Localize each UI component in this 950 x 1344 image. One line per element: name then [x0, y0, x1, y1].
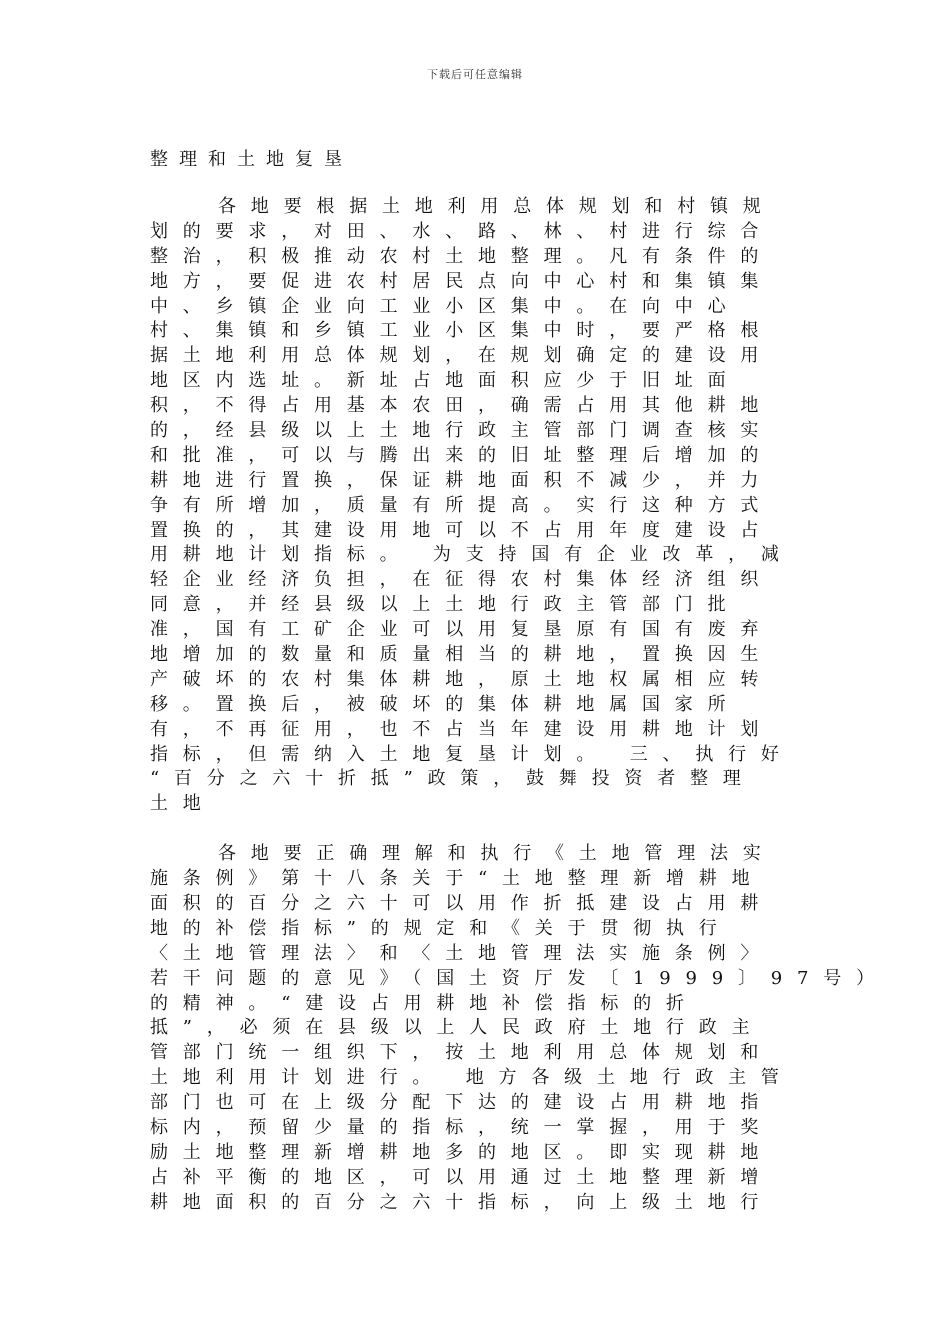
text-line: 地方，要促进农村居民点向中心村和集镇集 [150, 270, 774, 292]
text-line: 部门也可在上级分配下达的建设占用耕地指 [150, 1092, 774, 1114]
section-title: 整理和土地复垦 [150, 149, 353, 170]
text-line: 耕地面积的百分之六十指标，向上级土地行 [150, 1191, 774, 1213]
body-text [150, 195, 889, 1216]
text-line: 和批准，可以与腾出来的旧址整理后增加的 [150, 444, 774, 466]
text-line: 据土地利用总体规划，在规划确定的建设用 [150, 345, 774, 367]
text-line: 准，国有工矿企业可以用复垦原有国有废弃 [150, 619, 774, 641]
text-line: 同意，并经县级以上土地行政主管部门批 [150, 594, 741, 616]
text-line: 用耕地计划指标。 为支持国有企业改革，减 [150, 544, 794, 566]
text-line: 各地要正确理解和执行《土地管理法实 [218, 843, 776, 865]
text-line: 标内，预留少量的指标，统一掌握，用于奖 [150, 1116, 774, 1138]
text-line: 占补平衡的地区，可以用通过土地整理新增 [150, 1166, 774, 1188]
text-line: 土地利用计划进行。 地方各级土地行政主管 [150, 1067, 794, 1089]
text-line: 积，不得占用基本农田，确需占用其他耕地 [150, 395, 774, 417]
text-line: 管部门统一组织下，按土地利用总体规划和 [150, 1042, 774, 1064]
text-line [150, 817, 810, 842]
text-line: 土地 [150, 793, 216, 815]
text-line: 施条例》第十八条关于“土地整理新增耕地 [150, 868, 765, 890]
text-line: 耕地进行置换，保证耕地面积不减少，并力 [150, 469, 774, 491]
header-note: 下载后可任意编辑 [427, 68, 523, 81]
text-line: 面积的百分之六十可以用作折抵建设占用耕 [150, 892, 774, 914]
text-line: 若干问题的意见》（国土资厅发〔1999〕97号） [150, 967, 889, 989]
text-line: 〈土地管理法〉和〈土地管理法实施条例〉 [150, 942, 774, 964]
text-line: 抵”，必须在县级以上人民政府土地行政主 [150, 1017, 765, 1039]
text-line: 整治，积极推动农村土地整理。凡有条件的 [150, 245, 774, 267]
text-line: 地增加的数量和质量相当的耕地，置换因生 [150, 644, 774, 666]
text-line: “百分之六十折抵”政策，鼓舞投资者整理 [150, 768, 756, 790]
text-line: 产破坏的农村集体耕地，原土地权属相应转 [150, 668, 774, 690]
text-line: 中、乡镇企业向工业小区集中。在向中心 [150, 295, 741, 317]
text-line: 各地要根据土地利用总体规划和村镇规 [218, 196, 776, 217]
text-line: 划的要求，对田、水、路、林、村进行综合 [150, 220, 774, 242]
text-line: 争有所增加，质量有所提高。实行这种方式 [150, 494, 774, 516]
text-line: 有，不再征用，也不占当年建设用耕地计划 [150, 718, 774, 740]
text-line: 的精神。“建设占用耕地补偿指标的折 [150, 992, 699, 1014]
text-line: 地区内选址。新址占地面积应少于旧址面 [150, 370, 741, 392]
text-line: 村、集镇和乡镇工业小区集中时，要严格根 [150, 320, 774, 342]
text-line: 励土地整理新增耕地多的地区。即实现耕地 [150, 1141, 774, 1163]
text-line: 的，经县级以上土地行政主管部门调查核实 [150, 420, 774, 442]
text-line: 轻企业经济负担，在征得农村集体经济组织 [150, 569, 774, 591]
text-line: 置换的，其建设用地可以不占用年度建设占 [150, 519, 774, 541]
text-line: 移。置换后，被破坏的集体耕地属国家所 [150, 693, 741, 715]
text-line: 地的补偿指标”的规定和《关于贯彻执行 [150, 917, 732, 939]
text-line: 指标，但需纳入土地复垦计划。 三、执行好 [150, 743, 794, 765]
